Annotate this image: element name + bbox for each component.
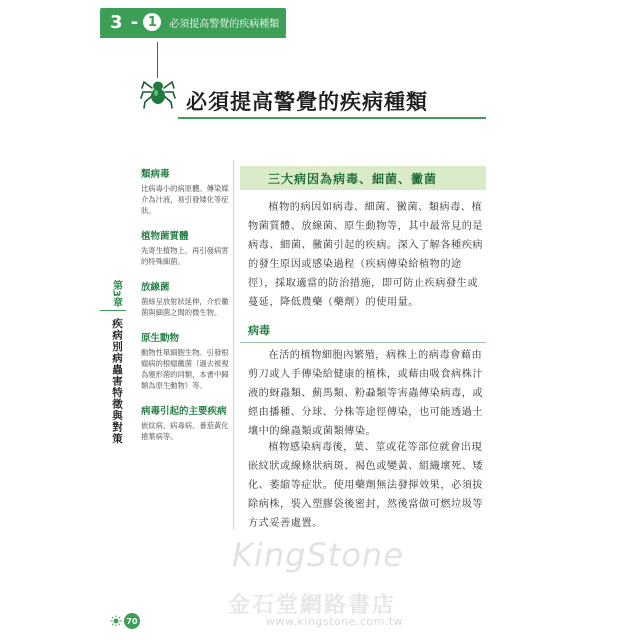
header-rule: [100, 36, 286, 38]
glossary-term: 原生動物: [141, 333, 180, 344]
watermark-logo: KingStone: [232, 536, 404, 574]
section-index: 1: [143, 13, 161, 31]
glossary-desc: 動物性單細胞生物。引發根瘤病的根瘤黴菌（過去被視為變形菌的同類，本書中歸類為原生動物）等。: [141, 348, 229, 390]
glossary-term: 病毒引起的主要疾病: [141, 406, 227, 417]
glossary-item: [141, 228, 229, 267]
virus-heading-rule: [240, 342, 486, 343]
glossary-term: 類病毒: [141, 169, 170, 180]
chapter-title: 疾病別病蟲害特徵與對策: [111, 318, 123, 445]
column-divider: [233, 160, 234, 530]
section-title: 必須提高警覺的疾病種類: [169, 18, 280, 30]
highlight-heading: 三大病因為病毒、細菌、黴菌: [268, 171, 438, 186]
spider-thread: [157, 42, 158, 78]
chapter-tab: [106, 280, 126, 307]
section-badge: [100, 8, 286, 36]
glossary-desc: 嵌紋病、病毒病、番茄黃化捲葉病等。: [141, 421, 229, 441]
sidebar-glossary: [141, 166, 229, 454]
glossary-item: [141, 279, 229, 318]
page-number: 70: [124, 613, 140, 629]
glossary-item: [141, 166, 229, 216]
page-number-block: [110, 613, 140, 629]
section-number: 3 -: [110, 11, 140, 33]
highlight-box: [240, 166, 486, 190]
virus-paragraph-1: 在活的植物細胞內繁殖，病株上的病毒會藉由剪刀或人手傳染給健康的植株，或藉由吸食病株汁液的蚜蟲類、薊馬類、粉蝨類等害蟲傳染病毒，或經由播種、分球、分株等途徑傳染，也可能透過土壤中的線蟲類或菌類傳染。: [248, 350, 484, 437]
glossary-desc: 菌絲呈放射狀延伸，介於黴菌與細菌之間的微生物。: [141, 297, 229, 317]
virus-paragraph-2: 植物感染病毒後，葉、莖或花等部位就會出現嵌紋狀或線條狀病斑、褐色或變黃、組織壞死、矮化、萎縮等症狀。使用藥劑無法發揮效果，必須拔除病株，裝入塑膠袋後密封，然後當做可燃垃圾等方式妥善處置。: [248, 442, 484, 529]
sun-icon: [110, 615, 122, 627]
watermark-url: www.kingstone.com.tw: [266, 615, 404, 628]
glossary-item: [141, 403, 229, 442]
chapter-divider: [100, 310, 126, 311]
glossary-item: [141, 330, 229, 391]
glossary-term: 植物菌質體: [141, 231, 189, 242]
virus-heading: 病毒: [248, 324, 270, 337]
intro-paragraph: 植物的病因如病毒、細菌、黴菌、類病毒、植物菌質體、放線菌、原生動物等，其中最常見的是病毒、細菌、黴菌引起的疾病。深入了解各種疾病的發生原因或感染過程（疾病傳染給植物的途徑），採取適當的防治措施，即可防止疾病發生或蔓延，降低農藥（藥劑）的使用量。: [248, 202, 484, 308]
watermark-store-name: 金石堂網路書店: [228, 593, 397, 618]
glossary-desc: 比病毒小的病原體。傳染媒介為汁液，易引發矮化等症狀。: [141, 184, 229, 215]
glossary-desc: 先寄生植物上，再引發病害的特殊細菌。: [141, 246, 229, 266]
glossary-term: 放線菌: [141, 282, 170, 293]
spider-icon: [140, 74, 176, 110]
chapter-label: 第3章: [110, 280, 122, 307]
page-title: 必須提高警覺的疾病種類: [186, 90, 428, 114]
title-rule: [178, 117, 486, 119]
